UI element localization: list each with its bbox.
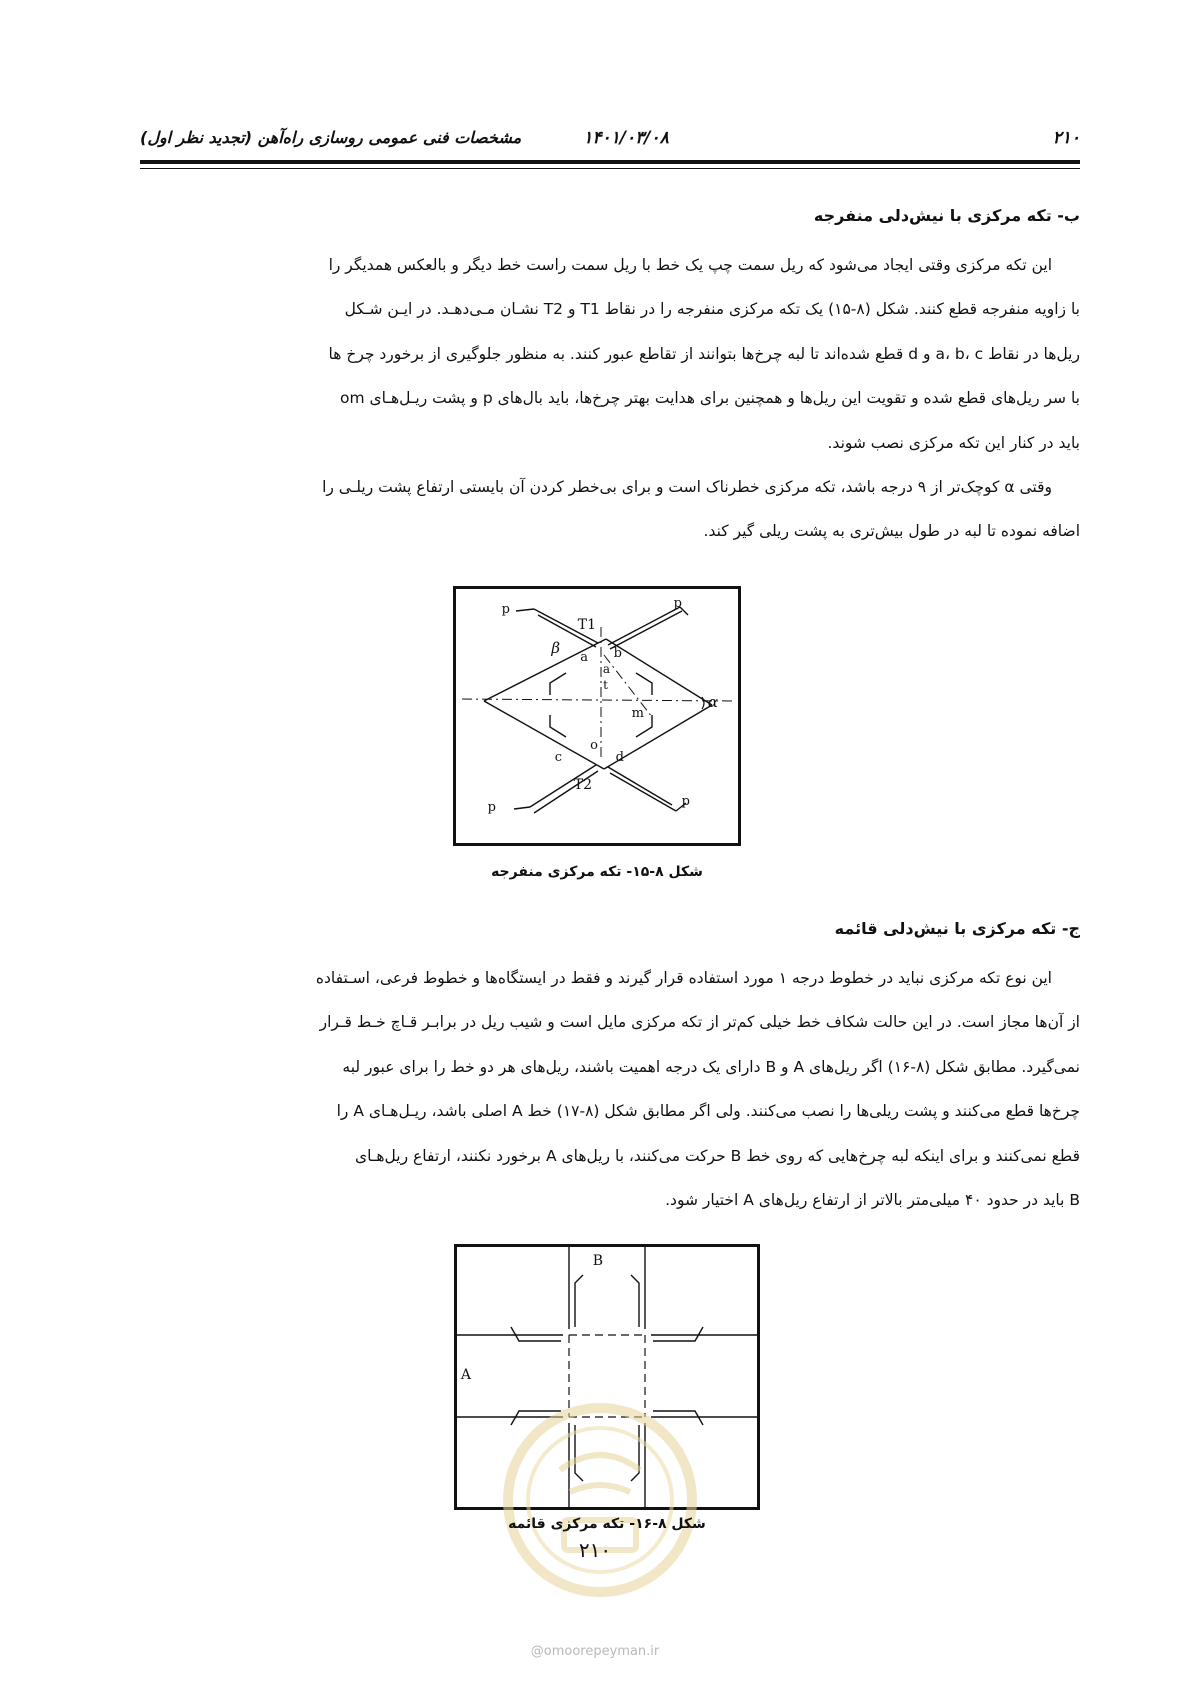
label-o: o: [590, 738, 598, 753]
watermark-seal-icon: [500, 1400, 700, 1600]
label-a-rotated: a: [602, 662, 610, 676]
label-a: a: [580, 650, 588, 665]
section-b-heading: ب- تکه مرکزی با نیش‌دلی منفرجه: [813, 206, 1080, 225]
label-track-a: A: [460, 1367, 471, 1383]
watermark-text: @omoorepeyman.ir: [530, 1644, 660, 1659]
label-p-top-left: p: [501, 602, 510, 617]
label-m: m: [631, 706, 644, 721]
obtuse-crossing-diagram: [456, 589, 738, 843]
text-line: از آن‌ها مجاز است. در این حالت شکاف خط خیلی کم‌تر از تکه مرکزی مایل است و شیب ریل در برابـر قـاچ خـط قـرار: [319, 1013, 1080, 1032]
text-line: باید در کنار این تکه مرکزی نصب شوند.: [827, 433, 1080, 452]
label-c: c: [554, 750, 562, 765]
text-line: B باید در حدود ۴۰ میلی‌متر بالاتر از ارتفاع ریل‌های A اختیار شود.: [665, 1190, 1080, 1209]
label-p-bottom-right: p: [681, 794, 690, 809]
label-d: d: [615, 750, 624, 765]
text-line: چرخ‌ها قطع می‌کنند و پشت ریلی‌ها را نصب می‌کنند. ولی اگر مطابق شکل (۸-۱۷) خط A اصلی باشد، ریـل‌هـای A را: [336, 1102, 1080, 1121]
header-rule-thin: [140, 168, 1080, 169]
figure-8-16-caption: شکل ۸-۱۶- تکه مرکزی قائمه: [508, 1516, 706, 1532]
label-p-top-right: p: [673, 596, 682, 611]
text-line: این تکه مرکزی وقتی ایجاد می‌شود که ریل سمت چپ یک خط با ریل سمت راست خط دیگر و بالعکس همدیگر را: [328, 256, 1052, 274]
section-c-heading: ج- تکه مرکزی با نیش‌دلی قائمه: [834, 919, 1080, 938]
label-t2: T2: [573, 777, 592, 793]
text-line: اضافه نموده تا لبه در طول بیش‌تری به پشت ریلی گیر کند.: [703, 522, 1080, 541]
text-line: با سر ریل‌های قطع شده و تقویت این ریل‌ها و همچنین برای هدایت بهتر چرخ‌ها، باید بال‌های p و پشت ریـل‌هـای om: [340, 389, 1080, 408]
label-beta: β: [551, 639, 560, 657]
footer-page-number: ۲۱۰: [578, 1538, 612, 1562]
text-line: قطع نمی‌کنند و برای اینکه لبه چرخ‌هایی که روی خط B حرکت می‌کنند، با ریل‌های A برخورد نکنند، ارتفاع ریل‌هـای: [354, 1146, 1080, 1165]
header-page-number: ۲۱۰: [1052, 128, 1080, 148]
header-rule: [140, 160, 1080, 164]
label-b: b: [613, 646, 622, 661]
label-t1: T1: [577, 617, 596, 633]
header-title: مشخصات فنی عمومی روسازی راه‌آهن (تجدید نظر اول): [140, 128, 522, 147]
figure-obtuse-crossing: [453, 586, 741, 846]
section-c-paragraph-1: [140, 956, 1080, 1222]
label-t: t: [603, 678, 608, 692]
text-line: با زاویه منفرجه قطع کنند. شکل (۸-۱۵) یک تکه مرکزی منفرجه را در نقاط T1 و T2 نشـان مـی‌دهـد. در ایـن شـکل: [344, 300, 1080, 319]
text-line: ریل‌ها در نقاط a، b، c و d قطع شده‌اند تا لبه چرخ‌ها بتوانند از تقاطع عبور کنند. به منظور جلوگیری از برخورد چرخ ها: [328, 344, 1080, 363]
figure-8-15-caption: شکل ۸-۱۵- تکه مرکزی منفرجه: [491, 864, 703, 880]
label-p-bottom-left: p: [487, 800, 496, 815]
text-line: این نوع تکه مرکزی نباید در خطوط درجه ۱ مورد استفاده قرار گیرند و فقط در ایستگاه‌ها و خطوط فرعی، اسـتفاده: [315, 969, 1052, 987]
header-date: ۱۴۰۱/۰۳/۰۸: [583, 128, 669, 148]
label-track-b: B: [592, 1253, 603, 1269]
section-b-paragraph-2: [140, 465, 1080, 554]
section-b-paragraph-1: [140, 243, 1080, 465]
label-alpha: α: [707, 693, 718, 711]
text-line: وقتی α کوچک‌تر از ۹ درجه باشد، تکه مرکزی خطرناک است و برای بی‌خطر کردن آن بایستی ارتفاع پشت ریلـی را: [322, 478, 1052, 496]
text-line: نمی‌گیرد. مطابق شکل (۸-۱۶) اگر ریل‌های A و B دارای یک درجه اهمیت باشند، ریل‌های هر دو خط را برای عبور لبه: [342, 1057, 1080, 1076]
